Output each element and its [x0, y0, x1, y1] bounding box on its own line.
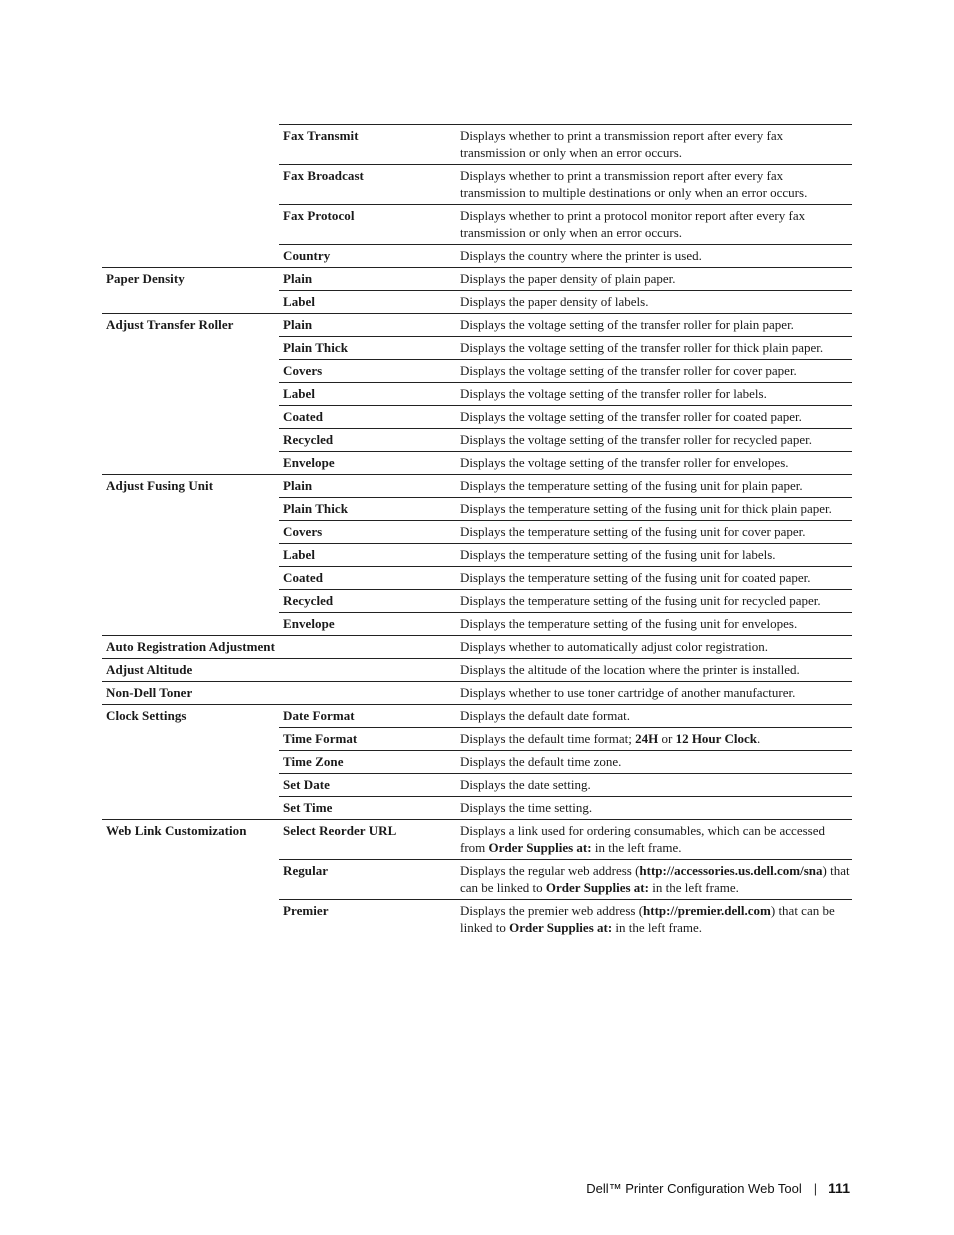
description: Displays the country where the printer is used.: [456, 245, 852, 268]
table-row: [102, 751, 852, 774]
table-row: [102, 521, 852, 544]
setting-name: Coated: [279, 567, 456, 590]
table-row: [102, 165, 852, 205]
description: Displays the temperature setting of the fusing unit for coated paper.: [456, 567, 852, 590]
table-row: [102, 337, 852, 360]
table-row: [102, 590, 852, 613]
group-name: Paper Density: [102, 268, 279, 291]
setting-name: Label: [279, 291, 456, 314]
description: Displays the default time zone.: [456, 751, 852, 774]
table-row: [102, 360, 852, 383]
table-row: [102, 820, 852, 860]
description: Displays the voltage setting of the transfer roller for thick plain paper.: [456, 337, 852, 360]
group-name: Adjust Transfer Roller: [102, 314, 279, 337]
description: Displays the temperature setting of the fusing unit for recycled paper.: [456, 590, 852, 613]
description: Displays whether to print a transmission report after every fax transmission to multiple destinations or only when an error occurs.: [456, 165, 852, 205]
table-row: [102, 636, 852, 659]
table-row: [102, 567, 852, 590]
table-row: [102, 245, 852, 268]
table-row: [102, 475, 852, 498]
description: Displays the regular web address (http://accessories.us.dell.com/sna) that can be linked to Order Supplies at: in the left frame.: [456, 860, 852, 900]
setting-name: Label: [279, 383, 456, 406]
description: Displays the temperature setting of the fusing unit for thick plain paper.: [456, 498, 852, 521]
description: Displays whether to use toner cartridge of another manufacturer.: [456, 682, 852, 705]
table-row: [102, 900, 852, 940]
table-row: [102, 291, 852, 314]
description: Displays whether to print a transmission report after every fax transmission or only when an error occurs.: [456, 125, 852, 165]
group-name: Adjust Altitude: [102, 659, 456, 682]
setting-name: Select Reorder URL: [279, 820, 456, 860]
table-row: [102, 429, 852, 452]
description: Displays the altitude of the location where the printer is installed.: [456, 659, 852, 682]
setting-name: Date Format: [279, 705, 456, 728]
setting-name: Fax Protocol: [279, 205, 456, 245]
description: Displays the paper density of labels.: [456, 291, 852, 314]
setting-name: Set Time: [279, 797, 456, 820]
settings-table-tail: [102, 636, 852, 940]
url-text: http://accessories.us.dell.com/sna: [639, 863, 823, 878]
description: Displays whether to automatically adjust color registration.: [456, 636, 852, 659]
setting-name: Fax Broadcast: [279, 165, 456, 205]
description: Displays the voltage setting of the transfer roller for envelopes.: [456, 452, 852, 475]
footer-title: Dell™ Printer Configuration Web Tool: [586, 1181, 802, 1196]
group-name: Non-Dell Toner: [102, 682, 456, 705]
table-row: [102, 797, 852, 820]
description: Displays the temperature setting of the fusing unit for labels.: [456, 544, 852, 567]
table-row: [102, 268, 852, 291]
description: Displays the time setting.: [456, 797, 852, 820]
setting-name: Recycled: [279, 590, 456, 613]
description: Displays the temperature setting of the fusing unit for cover paper.: [456, 521, 852, 544]
setting-name: Plain: [279, 475, 456, 498]
description: Displays the voltage setting of the transfer roller for coated paper.: [456, 406, 852, 429]
description: Displays whether to print a protocol monitor report after every fax transmission or only when an error occurs.: [456, 205, 852, 245]
description: Displays the voltage setting of the transfer roller for labels.: [456, 383, 852, 406]
table-row: [102, 406, 852, 429]
footer-separator: |: [813, 1181, 818, 1196]
setting-name: Envelope: [279, 452, 456, 475]
table-row: [102, 383, 852, 406]
description: Displays the voltage setting of the transfer roller for recycled paper.: [456, 429, 852, 452]
settings-table-body: [102, 125, 852, 636]
description: Displays the voltage setting of the transfer roller for cover paper.: [456, 360, 852, 383]
setting-name: Plain: [279, 314, 456, 337]
table-row: [102, 705, 852, 728]
description: Displays the default date format.: [456, 705, 852, 728]
page-footer: [586, 1180, 850, 1196]
group-name: Auto Registration Adjustment: [102, 636, 456, 659]
table-row: [102, 682, 852, 705]
description: Displays the temperature setting of the fusing unit for envelopes.: [456, 613, 852, 636]
description: Displays the temperature setting of the fusing unit for plain paper.: [456, 475, 852, 498]
table-row: [102, 314, 852, 337]
page-number: 111: [828, 1180, 850, 1196]
description: Displays the paper density of plain paper.: [456, 268, 852, 291]
table-row: [102, 860, 852, 900]
table-row: [102, 452, 852, 475]
url-text: http://premier.dell.com: [643, 903, 771, 918]
table-row: [102, 544, 852, 567]
setting-name: Plain Thick: [279, 498, 456, 521]
description: Displays the date setting.: [456, 774, 852, 797]
setting-name: Plain: [279, 268, 456, 291]
table-row: [102, 613, 852, 636]
setting-name: Covers: [279, 360, 456, 383]
setting-name: Premier: [279, 900, 456, 940]
setting-name: Label: [279, 544, 456, 567]
setting-name: Fax Transmit: [279, 125, 456, 165]
setting-name: Covers: [279, 521, 456, 544]
table-row: [102, 728, 852, 751]
setting-name: Regular: [279, 860, 456, 900]
group-name: Web Link Customization: [102, 820, 279, 860]
settings-table: [102, 124, 852, 939]
setting-name: Set Date: [279, 774, 456, 797]
table-row: [102, 125, 852, 165]
description: Displays the premier web address (http://premier.dell.com) that can be linked to Order Supplies at: in the left frame.: [456, 900, 852, 940]
group-name: Adjust Fusing Unit: [102, 475, 279, 498]
setting-name: Envelope: [279, 613, 456, 636]
table-row: [102, 498, 852, 521]
table-row: [102, 205, 852, 245]
description: Displays a link used for ordering consumables, which can be accessed from Order Supplies at: in the left frame.: [456, 820, 852, 860]
setting-name: Time Zone: [279, 751, 456, 774]
setting-name: Plain Thick: [279, 337, 456, 360]
description: Displays the default time format; 24H or 12 Hour Clock.: [456, 728, 852, 751]
setting-name: Coated: [279, 406, 456, 429]
setting-name: Time Format: [279, 728, 456, 751]
table-row: [102, 774, 852, 797]
group-name: Clock Settings: [102, 705, 279, 728]
setting-name: Recycled: [279, 429, 456, 452]
setting-name: Country: [279, 245, 456, 268]
table-row: [102, 659, 852, 682]
description: Displays the voltage setting of the transfer roller for plain paper.: [456, 314, 852, 337]
